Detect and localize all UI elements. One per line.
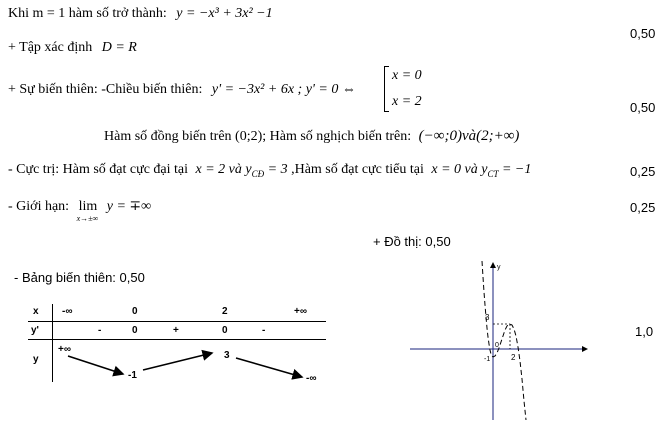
line-5-f2: x = 0 và y xyxy=(431,162,488,177)
line-5-text2: ,Hàm số đạt cực tiểu tại xyxy=(291,162,424,177)
graph-xtick-neg1: -1 xyxy=(484,356,491,363)
arrow-down-1 xyxy=(68,356,123,374)
function-graph xyxy=(405,257,605,422)
line-5-f1: x = 2 và y xyxy=(195,162,252,177)
graph-heading: + Đồ thị: 0,50 xyxy=(373,234,451,249)
graph-ytick-3: 3 xyxy=(485,313,490,322)
graph-y-label: y xyxy=(497,264,501,271)
table-heading: - Bảng biến thiên: 0,50 xyxy=(14,270,145,285)
case-1: x = 0 xyxy=(392,68,422,83)
score-graph: 1,0 xyxy=(635,324,654,339)
case-2: x = 2 xyxy=(392,94,422,109)
arrow-down-2 xyxy=(236,358,302,377)
arrow-up xyxy=(143,353,212,370)
table-x-zero: 0 xyxy=(132,306,138,317)
score-2: 0,50 xyxy=(630,100,656,115)
line-3-formula: y' = −3x² + 6x ; y' = 0 ⇔ xyxy=(211,82,356,97)
line-1-formula: y = −x³ + 3x² −1 xyxy=(176,6,273,21)
line-2-formula: D = R xyxy=(101,40,137,55)
table-y1-label: y' xyxy=(31,325,39,336)
line-5-f1b: = 3 xyxy=(267,162,288,177)
line-5-f2b: = −1 xyxy=(501,162,532,177)
score-1: 0,50 xyxy=(630,26,656,41)
score-4: 0,25 xyxy=(630,200,656,215)
cubic-curve xyxy=(482,261,526,420)
table-sign-4: 0 xyxy=(222,325,228,336)
score-3: 0,25 xyxy=(630,164,656,179)
table-y-pos-inf: +∞ xyxy=(58,344,71,355)
lim-sub: x→±∞ xyxy=(76,214,99,223)
table-x-neg-inf: -∞ xyxy=(62,306,73,317)
line-6-text: - Giới hạn: xyxy=(8,199,70,214)
table-y-min: -1 xyxy=(128,370,137,381)
line-2-text: + Tập xác định xyxy=(8,40,93,55)
table-y-neg-inf: -∞ xyxy=(306,373,317,384)
table-sign-3: + xyxy=(173,325,179,336)
table-y-label: y xyxy=(33,354,39,365)
table-sign-5: - xyxy=(262,325,266,336)
line-5-text1: - Cực trị: Hàm số đạt cực đại tại xyxy=(8,162,189,177)
line-5-sub2: CT xyxy=(487,168,499,179)
table-x-label: x xyxy=(33,306,39,317)
lim-symbol: lim xyxy=(78,199,98,214)
line-6-formula: y = ∓∞ xyxy=(106,199,152,214)
line-5-sub1: CĐ xyxy=(251,168,265,179)
table-sign-1: - xyxy=(98,325,102,336)
line-4-text: Hàm số đồng biến trên (0;2); Hàm số nghịch biến trên: xyxy=(104,129,412,144)
line-4-formula: (−∞;0)và(2;+∞) xyxy=(418,128,520,144)
line-1-text: Khi m = 1 hàm số trở thành: xyxy=(8,6,167,21)
line-3-text: + Sự biến thiên: -Chiều biến thiên: xyxy=(8,82,203,97)
table-y-max: 3 xyxy=(224,350,230,361)
graph-origin: 0 xyxy=(495,342,499,349)
table-x-two: 2 xyxy=(222,306,228,317)
table-sign-2: 0 xyxy=(132,325,138,336)
table-x-pos-inf: +∞ xyxy=(294,306,307,317)
graph-xtick-2: 2 xyxy=(511,353,516,362)
